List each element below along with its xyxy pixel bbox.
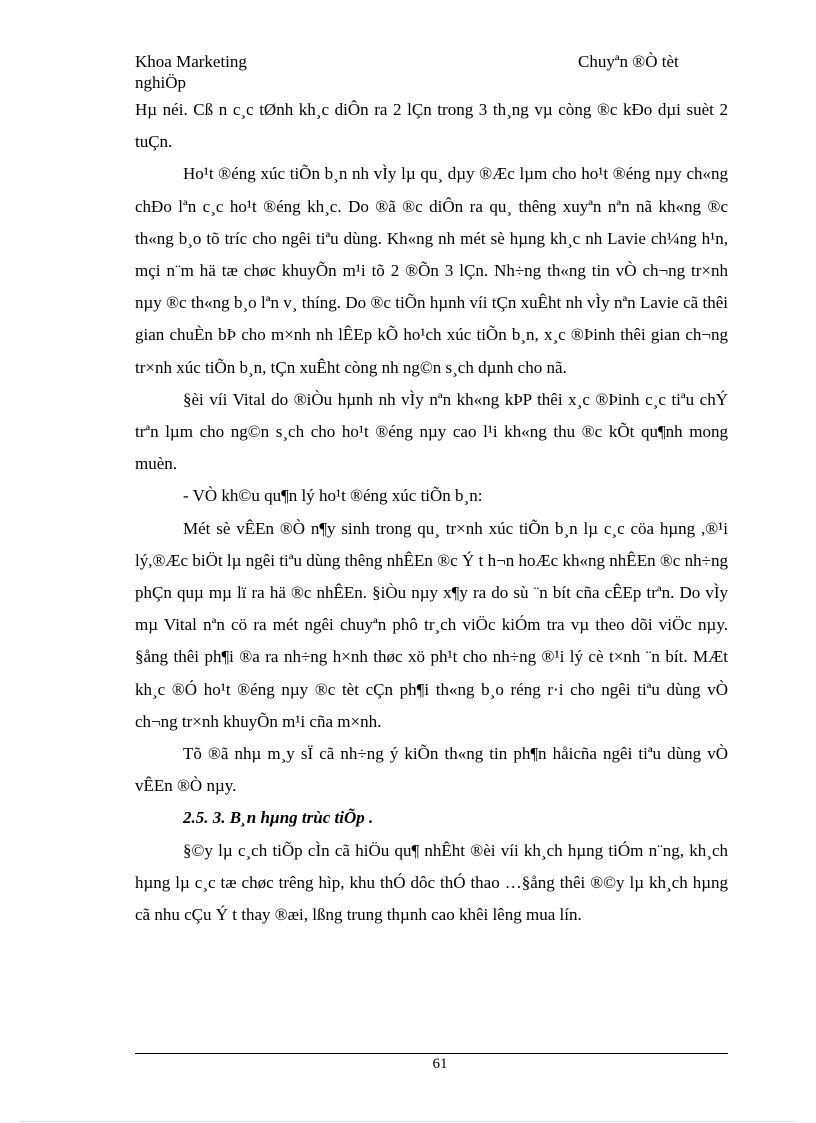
section-heading: 2.5. 3. B¸n hµng trùc tiÕp .: [183, 808, 374, 828]
footer-divider: [135, 1053, 728, 1054]
paragraph: §èi víi Vital do ®iÒu hµnh nh vÌy nªn kh«ng kÞP thêi x¸c ®Þinh c¸c tiªu chÝ trªn lµm cho ng©n s¸ch cho ho¹t ®éng nµy cao l¹i kh«ng thu ®c kÕt qu¶nh mong muèn.: [135, 389, 728, 474]
paragraph: Ho¹t ®éng xúc tiÕn b¸n nh vÌy lµ qu¸ dµy ®Æc lµm cho ho¹t ®éng nµy ch«ng chÐo lªn c¸c ho¹t ®éng kh¸c. Do ®ã ®c diÔn ra qu¸ thêng xuyªn nªn nã kh«ng ®c th«ng b¸o tõ tríc cho ngêi tiªu dùng. Kh«ng nh mét sè hµng kh¸c nh Lavie ch¼ng h¹n, mçi n¨m hä tæ chøc khuyÕn m¹i tõ 2 ®Õn 3 lÇn. Nh÷ng th«ng tin vÒ ch¬ng tr×nh nµy ®c th«ng b¸o lªn v¸ thíng. Do ®c tiÕn hµnh víi tÇn xuÊht nh vÌy nªn Lavie cã thêi gian chuÈn bÞ cho m×nh nh lÊEp kÕ ho¹ch xúc tiÕn b¸n, x¸c ®Þinh thêi gian ch¬ng tr×nh xúc tiÕn b¸n, tÇn xuÊht còng nh ng©n s¸ch dµnh cho nã.: [135, 164, 728, 377]
header-document-type: Chuyªn ®Ò tèt: [578, 52, 679, 71]
header-faculty: Khoa Marketing: [135, 52, 247, 71]
paragraph: - VÒ kh©u qu¶n lý ho¹t ®éng xúc tiÕn b¸n:: [183, 486, 483, 506]
header-document-type-continued: nghiÖp: [135, 73, 186, 92]
paragraph: Hµ néi. Cß n c¸c tØnh kh¸c diÔn ra 2 lÇn trong 3 th¸ng vµ còng ®c kÐo dµi suèt 2 tuÇn.: [135, 100, 728, 152]
page-bottom-edge: [20, 1121, 796, 1122]
paragraph: §©y lµ c¸ch tiÕp cÌn cã hiÖu qu¶ nhÊht ®èi víi kh¸ch hµng tiÓm n¨ng, kh¸ch hµng lµ c¸c tæ chøc trêng hìp, khu thÓ dôc thÓ thao …§ång thêi ®©y lµ kh¸ch hµng cã nhu cÇu Ý t thay ®æi, lßng trung thµnh cao khêi lêng mua lín.: [135, 840, 728, 925]
page-number: 61: [432, 1056, 448, 1072]
paragraph: Tõ ®ã nhµ m¸y sÏ cã nh÷ng ý kiÕn th«ng tin ph¶n håicña ngêi tiªu dùng vÒ vÊEn ®Ò nµy.: [135, 744, 728, 796]
paragraph: Mét sè vÊEn ®Ò n¶y sinh trong qu¸ tr×nh xúc tiÕn b¸n lµ c¸c cöa hµng ,®¹i lý,®Æc biÖt lµ ngêi tiªu dùng thêng nhÊEn ®c Ý t h¬n hoÆc kh«ng nhÊEn ®c nh÷ng phÇn quµ mµ lï ra hä ®c nhÊEn. §iÒu nµy x¶y ra do sù ¨n bít cña cÊEp trªn. Do vÌy mµ Vital nªn cö ra mét ngêi chuyªn phô tr¸ch viÖc kiÓm tra vµ theo dõi viÖc nµy. §ång thêi ph¶i ®a ra nh÷ng h×nh thøc xö ph¹t cho nh÷ng ®¹i lý cè t×nh ¨n bít. MÆt kh¸c ®Ó ho¹t ®éng nµy ®c tèt cÇn ph¶i th«ng b¸o réng r·i cho ngêi tiªu dùng vÒ ch¬ng tr×nh khuyÕn m¹i cña m×nh.: [135, 518, 728, 731]
document-body: [135, 94, 728, 931]
